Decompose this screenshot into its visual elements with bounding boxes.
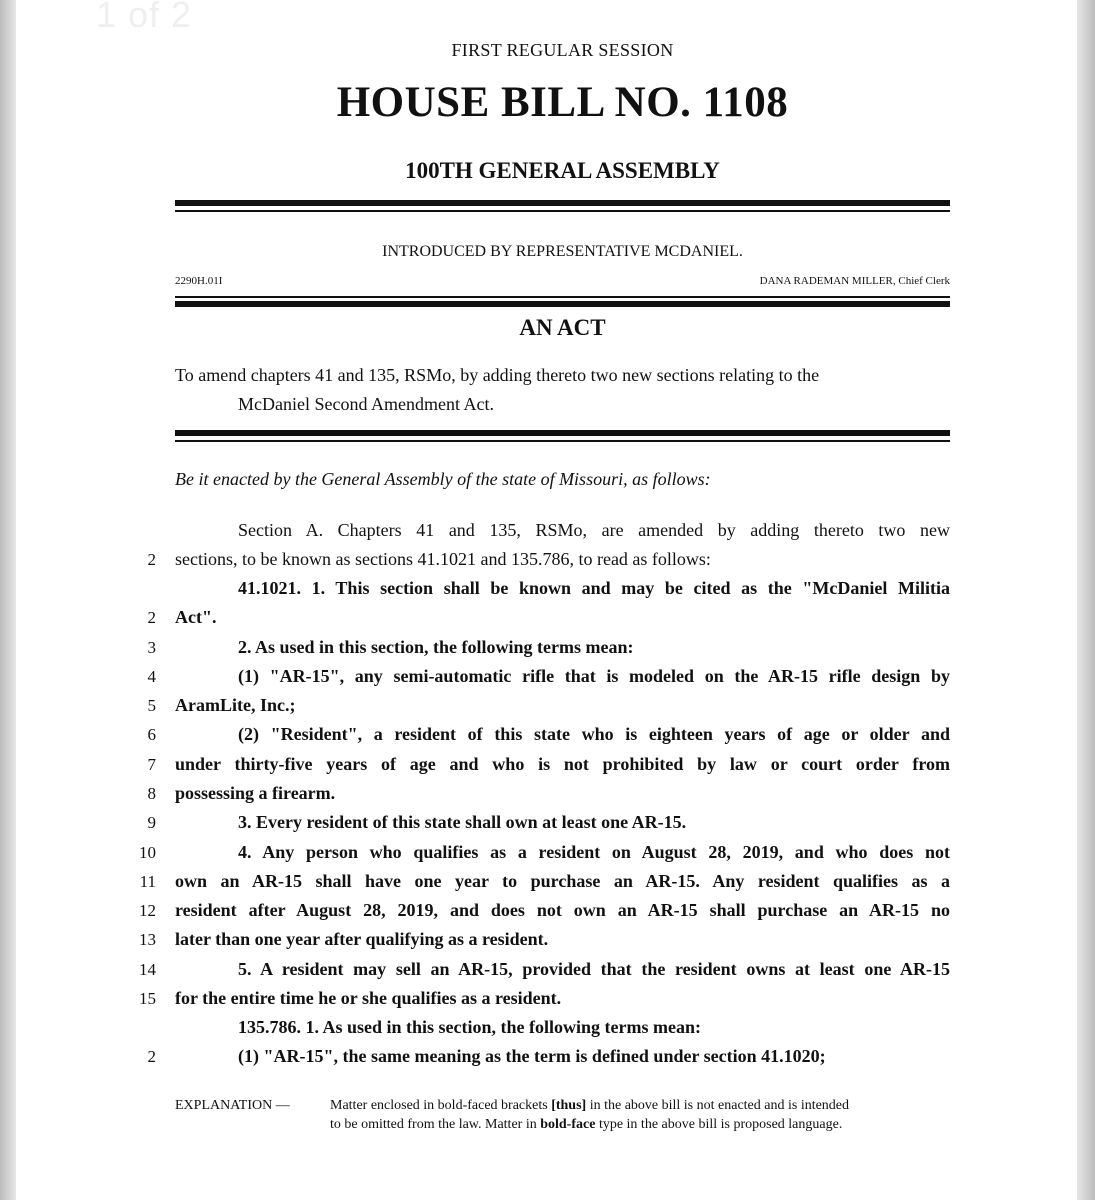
body-line: for the entire time he or she qualifies as a resident. — [175, 988, 562, 1008]
line-number: 8 — [147, 784, 156, 803]
body-line: 41.1021. 1. This section shall be known and may be cited as the "McDaniel Militia — [238, 578, 950, 598]
bill-code: 2290H.01I — [175, 275, 223, 287]
body-line: (1) "AR-15", any semi-automatic rifle that is modeled on the AR-15 rifle design by — [238, 666, 950, 686]
body-line: possessing a firearm. — [175, 783, 336, 803]
act-title — [175, 361, 950, 419]
act-title-line2: McDaniel Second Amendment Act. — [238, 394, 494, 414]
explanation-text: in the above bill is not enacted and is intended — [586, 1098, 850, 1113]
title-rule-thin — [175, 440, 950, 442]
explanation-boldface-example: bold-face — [540, 1117, 596, 1132]
body-line: sections, to be known as sections 41.1021 and 135.786, to read as follows: — [175, 549, 711, 569]
line-number: 2 — [147, 550, 156, 569]
explanation-text: Matter enclosed in bold-faced brackets — [330, 1098, 552, 1113]
line-number: 2 — [147, 608, 156, 627]
act-rule-thick — [175, 301, 950, 307]
body-line: 4. Any person who qualifies as a resident on August 28, 2019, and who does not — [238, 842, 950, 862]
body-line: AramLite, Inc.; — [175, 695, 296, 715]
explanation-text: to be omitted from the law. Matter in — [330, 1117, 541, 1132]
line-number: 10 — [139, 843, 156, 862]
page-indicator: 1 of 2 — [96, 0, 193, 35]
line-number: 5 — [147, 696, 156, 715]
act-heading: AN ACT — [519, 315, 606, 340]
explanation-label: EXPLANATION — — [175, 1098, 290, 1113]
explanation-line2 — [330, 1115, 842, 1134]
body-line: 3. Every resident of this state shall own at least one AR-15. — [238, 812, 687, 832]
line-number: 4 — [147, 667, 156, 686]
line-number: 2 — [147, 1047, 156, 1066]
bill-title: HOUSE BILL NO. 1108 — [336, 79, 789, 126]
body-line: (1) "AR-15", the same meaning as the term is defined under section 41.1020; — [238, 1046, 826, 1066]
line-number: 12 — [139, 901, 156, 920]
session-heading: FIRST REGULAR SESSION — [451, 40, 674, 60]
explanation-bracket-example: [thus] — [551, 1098, 587, 1113]
line-number: 13 — [139, 930, 156, 949]
viewer-left-edge — [0, 0, 16, 1200]
body-line: under thirty-five years of age and who is not prohibited by law or court order from — [175, 754, 950, 774]
line-number: 7 — [147, 755, 156, 774]
body-line: Act". — [175, 607, 217, 627]
line-number: 14 — [139, 960, 156, 979]
act-rule-thin — [175, 296, 950, 298]
body-line: later than one year after qualifying as a resident. — [175, 929, 549, 949]
body-line: 5. A resident may sell an AR-15, provided that the resident owns at least one AR-15 — [238, 959, 950, 979]
viewer-right-edge — [1077, 0, 1095, 1200]
line-number: 6 — [147, 725, 156, 744]
act-title-line1: To amend chapters 41 and 135, RSMo, by adding thereto two new sections relating to the — [175, 365, 820, 385]
explanation-text: type in the above bill is proposed language. — [595, 1117, 843, 1132]
header-rule-thin — [175, 210, 950, 212]
line-number: 3 — [147, 638, 156, 657]
assembly-heading: 100TH GENERAL ASSEMBLY — [405, 158, 720, 183]
line-number: 15 — [139, 989, 156, 1008]
enacting-clause: Be it enacted by the General Assembly of the state of Missouri, as follows: — [175, 469, 711, 489]
header-rule-thick — [175, 200, 950, 206]
body-line: 2. As used in this section, the following terms mean: — [238, 637, 634, 657]
body-line: (2) "Resident", a resident of this state who is eighteen years of age or older and — [238, 724, 950, 744]
line-number: 11 — [139, 872, 156, 891]
body-line: resident after August 28, 2019, and does not own an AR-15 shall purchase an AR-15 no — [175, 900, 950, 920]
chief-clerk: DANA RADEMAN MILLER, Chief Clerk — [759, 275, 950, 287]
explanation-line1 — [330, 1096, 849, 1115]
body-line: own an AR-15 shall have one year to purchase an AR-15. Any resident qualifies as a — [175, 871, 950, 891]
body-line: Section A. Chapters 41 and 135, RSMo, are amended by adding thereto two new — [238, 520, 950, 540]
body-line: 135.786. 1. As used in this section, the following terms mean: — [238, 1017, 701, 1037]
line-number: 9 — [147, 813, 156, 832]
title-rule-thick — [175, 430, 950, 436]
introduced-by: INTRODUCED BY REPRESENTATIVE MCDANIEL. — [382, 243, 743, 260]
